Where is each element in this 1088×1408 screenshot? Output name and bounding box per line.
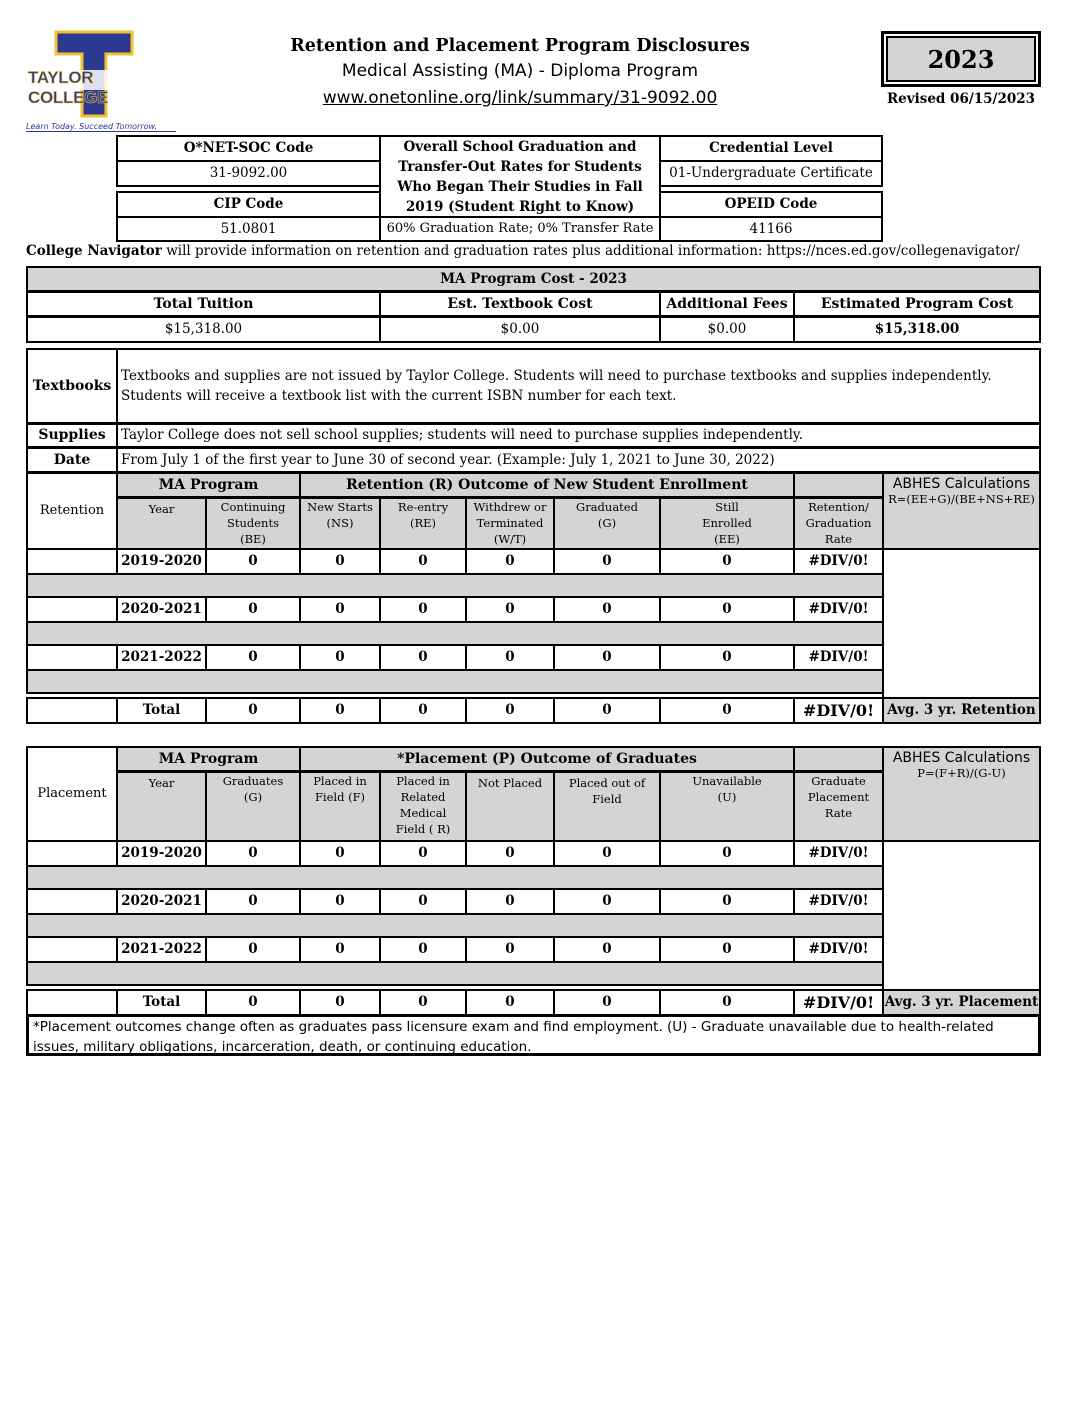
retention-row-value: 0 <box>553 644 661 671</box>
placement-average-label: Avg. 3 yr. Placement <box>882 989 1041 1016</box>
placement-row-value: 0 <box>205 936 301 963</box>
credential-level-label: Credential Level <box>659 135 883 162</box>
retention-row-value: 0 <box>659 644 795 671</box>
cip-code-label: CIP Code <box>116 191 381 218</box>
onet-link-wrap <box>200 88 840 108</box>
placement-abhes-title: ABHES Calculations <box>892 750 1031 766</box>
onet-code-value: 31-9092.00 <box>116 160 381 187</box>
opeid-code-label: OPEID Code <box>659 191 883 218</box>
cost-value-tuition: $15,318.00 <box>26 316 381 343</box>
retention-col-year: Year <box>116 497 207 550</box>
placement-total-value: 0 <box>205 989 301 1016</box>
retention-col-rate: Retention/ Graduation Rate <box>793 497 884 550</box>
placement-row-year: 2021-2022 <box>116 936 207 963</box>
placement-row-value: 0 <box>553 840 661 867</box>
retention-spacer-row <box>26 621 884 646</box>
placement-spacer-row <box>26 961 884 986</box>
cost-header-fees: Additional Fees <box>659 291 795 317</box>
graduation-rate-value: 60% Graduation Rate; 0% Transfer Rate <box>379 216 661 242</box>
college-logo <box>26 30 176 136</box>
placement-row-blank <box>26 936 118 963</box>
page-subtitle: Medical Assisting (MA) - Diploma Program <box>341 61 699 81</box>
placement-row-blank <box>26 840 118 867</box>
placement-blank-header <box>793 746 884 772</box>
placement-row-value: 0 <box>553 888 661 915</box>
credential-level-value: 01-Undergraduate Certificate <box>659 160 883 187</box>
retention-spacer-row <box>26 573 884 598</box>
retention-row-value: 0 <box>299 596 381 623</box>
placement-row-value: 0 <box>379 840 467 867</box>
retention-row-rate: #DIV/0! <box>793 596 884 623</box>
cost-value-fees: $0.00 <box>659 316 795 343</box>
placement-row-value: 0 <box>465 936 555 963</box>
cost-title: MA Program Cost - 2023 <box>26 266 1041 292</box>
placement-row-value: 0 <box>659 888 795 915</box>
retention-row-value: 0 <box>553 596 661 623</box>
placement-row-rate: #DIV/0! <box>793 936 884 963</box>
placement-section-label: Placement <box>26 746 118 842</box>
retention-total-value: 0 <box>205 697 301 724</box>
placement-row-rate: #DIV/0! <box>793 840 884 867</box>
retention-row-year: 2021-2022 <box>116 644 207 671</box>
retention-total-rate: #DIV/0! <box>793 697 884 724</box>
placement-spacer-row <box>26 913 884 938</box>
placement-total-value: 0 <box>299 989 381 1016</box>
retention-col-reentry: Re-entry (RE) <box>379 497 467 550</box>
retention-row-blank <box>26 644 118 671</box>
retention-row-rate: #DIV/0! <box>793 548 884 575</box>
cost-header-tuition: Total Tuition <box>26 291 381 317</box>
onet-link[interactable]: www.onetonline.org/link/summary/31-9092.00 <box>322 88 718 108</box>
retention-blank-header <box>793 472 884 498</box>
retention-row-value: 0 <box>205 548 301 575</box>
retention-row-value: 0 <box>299 644 381 671</box>
college-navigator-note <box>26 243 1066 259</box>
placement-abhes-formula: P=(F+R)/(G-U) <box>917 765 1006 780</box>
retention-row-value: 0 <box>465 644 555 671</box>
retention-row-value: 0 <box>659 548 795 575</box>
retention-row-year: 2019-2020 <box>116 548 207 575</box>
placement-abhes-header <box>882 746 1041 842</box>
retention-group-header: Retention (R) Outcome of New Student Enrollment <box>299 472 795 498</box>
placement-col-graduates: Graduates (G) <box>205 771 301 842</box>
retention-abhes-formula: R=(EE+G)/(BE+NS+RE) <box>888 491 1035 506</box>
page-title: Retention and Placement Program Disclosures <box>290 36 750 56</box>
placement-row-value: 0 <box>205 888 301 915</box>
retention-col-new-starts: New Starts (NS) <box>299 497 381 550</box>
retention-abhes-header <box>882 472 1041 550</box>
retention-row-value: 0 <box>465 596 555 623</box>
retention-row-rate: #DIV/0! <box>793 644 884 671</box>
retention-total-value: 0 <box>379 697 467 724</box>
placement-footnote: *Placement outcomes change often as graduates pass licensure exam and find employment. (U) - Graduate unavailable due to health-related issues, military obligations, incarceration, death, or continuing education. <box>26 1014 1041 1056</box>
placement-total-label: Total <box>116 989 207 1016</box>
placement-total-value: 0 <box>465 989 555 1016</box>
revised-date: Revised 06/15/2023 <box>886 91 1036 107</box>
retention-row-value: 0 <box>205 596 301 623</box>
placement-row-value: 0 <box>299 888 381 915</box>
placement-col-unavailable: Unavailable (U) <box>659 771 795 842</box>
logo-text: TAYLOR COLLEGE <box>28 68 109 107</box>
opeid-code-value: 41166 <box>659 216 883 242</box>
logo-tagline: Learn Today. Succeed Tomorrow. <box>26 122 176 132</box>
placement-col-placed-in-field: Placed in Field (F) <box>299 771 381 842</box>
year-label: 2023 <box>927 44 995 74</box>
retention-col-continuing: Continuing Students (BE) <box>205 497 301 550</box>
cost-header-textbook: Est. Textbook Cost <box>379 291 661 317</box>
retention-col-still-enrolled: Still Enrolled (EE) <box>659 497 795 550</box>
graduation-rate-label: Overall School Graduation and Transfer-Out Rates for Students Who Began Their Studies in Fall 2019 (Student Right to Know) <box>379 135 661 218</box>
retention-spacer-row <box>26 669 884 694</box>
retention-program-header: MA Program <box>116 472 301 498</box>
placement-row-blank <box>26 888 118 915</box>
retention-col-withdrew: Withdrew or Terminated (W/T) <box>465 497 555 550</box>
onet-code-label: O*NET-SOC Code <box>116 135 381 162</box>
placement-abhes-value <box>882 840 1041 991</box>
placement-col-out-of-field: Placed out of Field <box>553 771 661 842</box>
placement-col-related-field: Placed in Related Medical Field ( R) <box>379 771 467 842</box>
retention-row-value: 0 <box>379 548 467 575</box>
placement-spacer-row <box>26 865 884 890</box>
supplies-text: Taylor College does not sell school supplies; students will need to purchase supplies independently. <box>116 423 1041 448</box>
placement-total-value: 0 <box>553 989 661 1016</box>
placement-program-header: MA Program <box>116 746 301 772</box>
college-navigator-bold: College Navigator <box>26 243 162 259</box>
placement-row-value: 0 <box>659 936 795 963</box>
retention-total-value: 0 <box>553 697 661 724</box>
retention-row-blank <box>26 596 118 623</box>
retention-total-blank <box>26 697 118 724</box>
textbooks-label: Textbooks <box>26 348 118 424</box>
placement-total-rate: #DIV/0! <box>793 989 884 1016</box>
retention-total-value: 0 <box>659 697 795 724</box>
supplies-label: Supplies <box>26 423 118 448</box>
placement-col-year: Year <box>116 771 207 842</box>
placement-row-value: 0 <box>205 840 301 867</box>
date-text: From July 1 of the first year to June 30 of second year. (Example: July 1, 2021 to June 30, 2022) <box>116 447 1041 473</box>
retention-row-value: 0 <box>379 644 467 671</box>
placement-row-value: 0 <box>299 936 381 963</box>
retention-col-graduated: Graduated (G) <box>553 497 661 550</box>
placement-row-value: 0 <box>465 840 555 867</box>
retention-row-value: 0 <box>205 644 301 671</box>
retention-total-value: 0 <box>465 697 555 724</box>
retention-row-blank <box>26 548 118 575</box>
placement-row-value: 0 <box>379 936 467 963</box>
retention-average-label: Avg. 3 yr. Retention <box>882 697 1041 724</box>
placement-row-year: 2020-2021 <box>116 888 207 915</box>
placement-total-value: 0 <box>659 989 795 1016</box>
retention-total-label: Total <box>116 697 207 724</box>
cost-header-estimated: Estimated Program Cost <box>793 291 1041 317</box>
retention-row-value: 0 <box>553 548 661 575</box>
placement-group-header: *Placement (P) Outcome of Graduates <box>299 746 795 772</box>
cost-value-textbook: $0.00 <box>379 316 661 343</box>
placement-row-year: 2019-2020 <box>116 840 207 867</box>
textbooks-text: Textbooks and supplies are not issued by Taylor College. Students will need to purchase textbooks and supplies independently. Students will receive a textbook list with the current ISBN number for each text. <box>116 348 1041 424</box>
retention-row-value: 0 <box>299 548 381 575</box>
retention-row-value: 0 <box>659 596 795 623</box>
placement-col-not-placed: Not Placed <box>465 771 555 842</box>
placement-row-value: 0 <box>465 888 555 915</box>
placement-row-value: 0 <box>553 936 661 963</box>
placement-row-value: 0 <box>299 840 381 867</box>
retention-row-value: 0 <box>379 596 467 623</box>
placement-total-value: 0 <box>379 989 467 1016</box>
retention-section-label: Retention <box>26 472 118 550</box>
placement-col-rate: Graduate Placement Rate <box>793 771 884 842</box>
placement-row-value: 0 <box>379 888 467 915</box>
retention-abhes-value <box>882 548 1041 699</box>
placement-row-rate: #DIV/0! <box>793 888 884 915</box>
placement-total-blank <box>26 989 118 1016</box>
retention-total-value: 0 <box>299 697 381 724</box>
retention-row-year: 2020-2021 <box>116 596 207 623</box>
year-box <box>881 31 1041 87</box>
retention-abhes-title: ABHES Calculations <box>892 476 1031 492</box>
cost-value-estimated: $15,318.00 <box>793 316 1041 343</box>
college-navigator-text: will provide information on retention and graduation rates plus additional information: https://nces.ed.gov/collegenavigator/ <box>161 243 1020 259</box>
date-label: Date <box>26 447 118 473</box>
retention-row-value: 0 <box>465 548 555 575</box>
cip-code-value: 51.0801 <box>116 216 381 242</box>
placement-row-value: 0 <box>659 840 795 867</box>
